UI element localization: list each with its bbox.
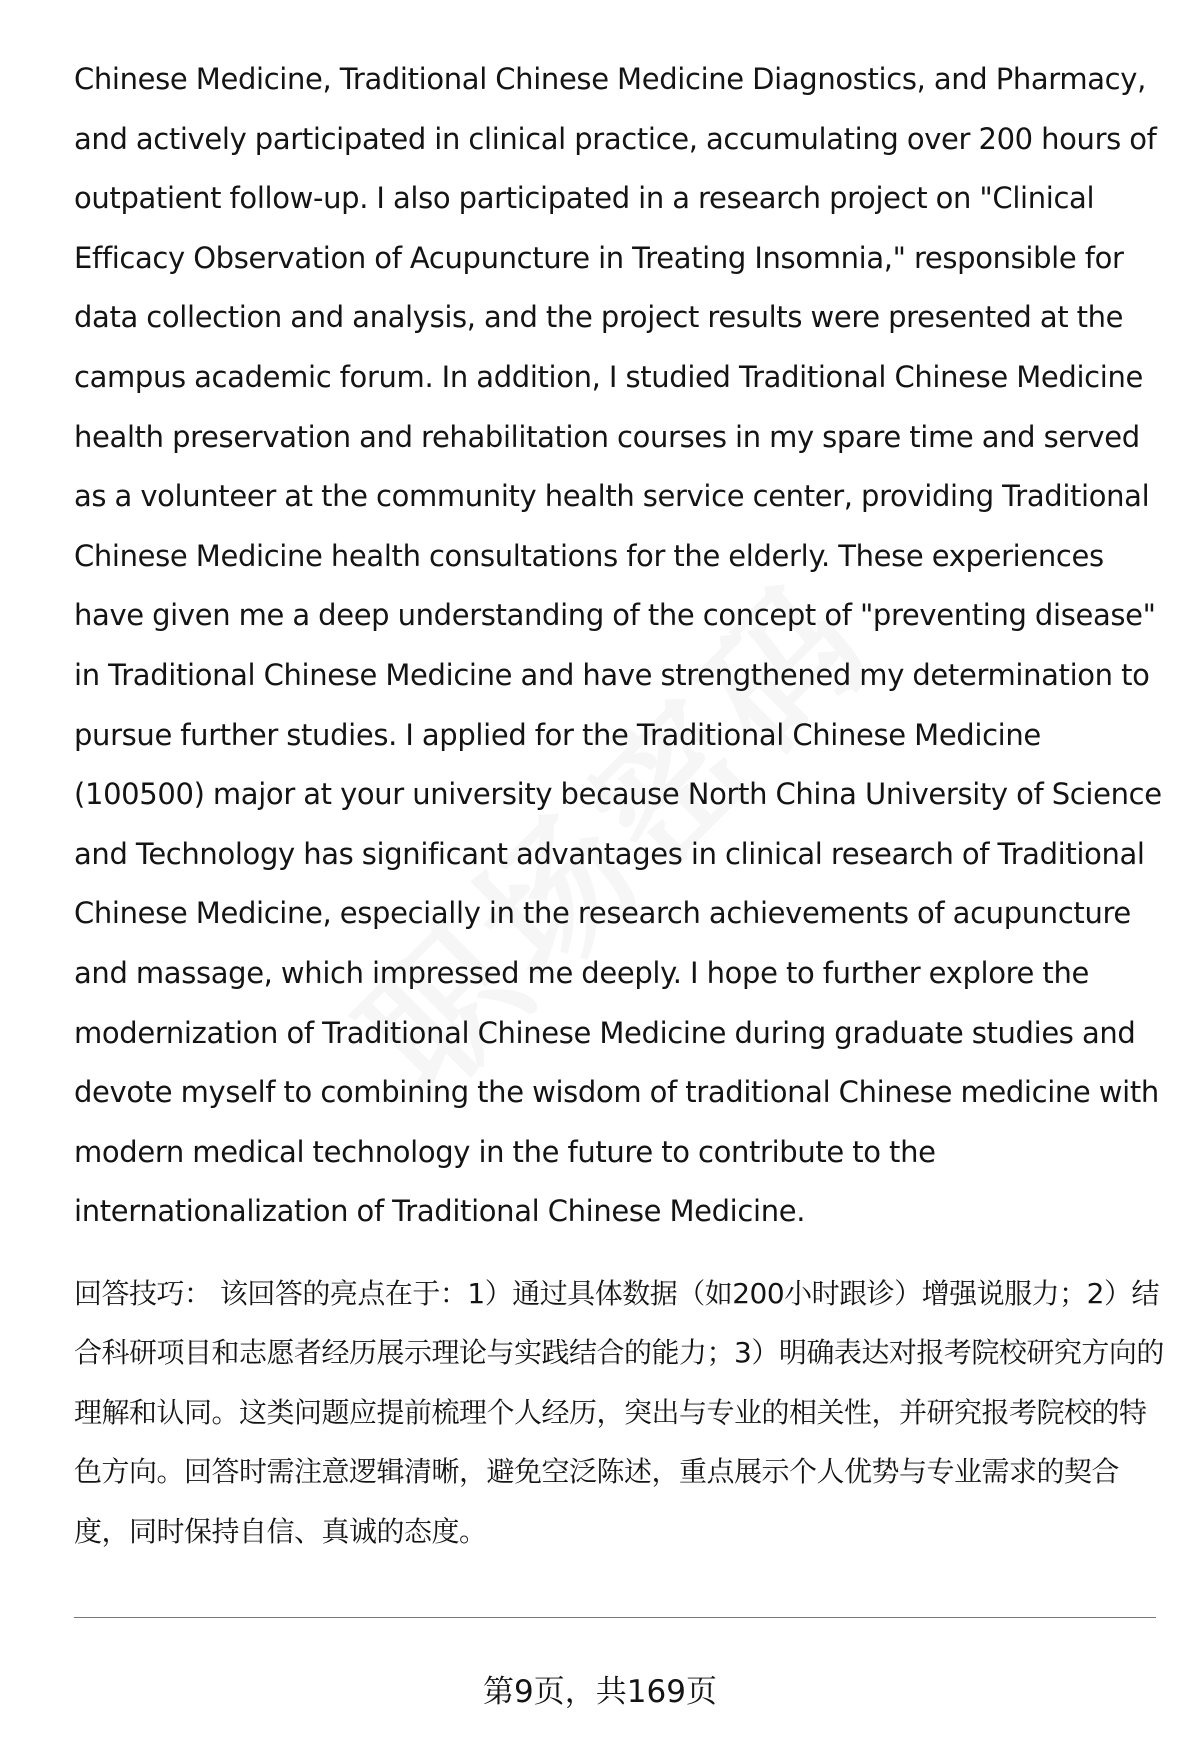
footer-divider (74, 1617, 1156, 1618)
answer-paragraph: Chinese Medicine, Traditional Chinese Medicine Diagnostics, and Pharmacy, and actively participated in clinical practice, accumulating over 200 hours of outpatient follow-up. I also participated in a research project on "Clinical Efficacy Observation of Acupuncture in Treating Insomnia," responsible for data collection and analysis, and the project results were presented at the campus academic forum. In addition, I studied Traditional Chinese Medicine health preservation and rehabilitation courses in my spare time and served as a volunteer at the community health service center, providing Traditional Chinese Medicine health consultations for the elderly. These experiences have given me a deep understanding of the concept of "preventing disease" in Traditional Chinese Medicine and have strengthened my determination to pursue further studies. I applied for the Traditional Chinese Medicine (100500) major at your university because North China University of Science and Technology has significant advantages in clinical research of Traditional Chinese Medicine, especially in the research achievements of acupuncture and massage, which impressed me deeply. I hope to further explore the modernization of Traditional Chinese Medicine during graduate studies and devote myself to combining the wisdom of traditional Chinese medicine with modern medical technology in the future to contribute to the internationalization of Traditional Chinese Medicine. (74, 62, 1162, 1229)
page-number: 第9页，共169页 (483, 1674, 717, 1710)
page-content (74, 50, 1164, 1561)
answer-tips-paragraph: 回答技巧： 该回答的亮点在于：1）通过具体数据（如200小时跟诊）增强说服力；2）结合科研项目和志愿者经历展示理论与实践结合的能力；3）明确表达对报考院校研究方向的理解和认同。这类问题应提前梳理个人经历，突出与专业的相关性，并研究报考院校的特色方向。回答时需注意逻辑清晰，避免空泛陈述，重点展示个人优势与专业需求的契合度，同时保持自信、真诚的态度。 (74, 1276, 1164, 1548)
